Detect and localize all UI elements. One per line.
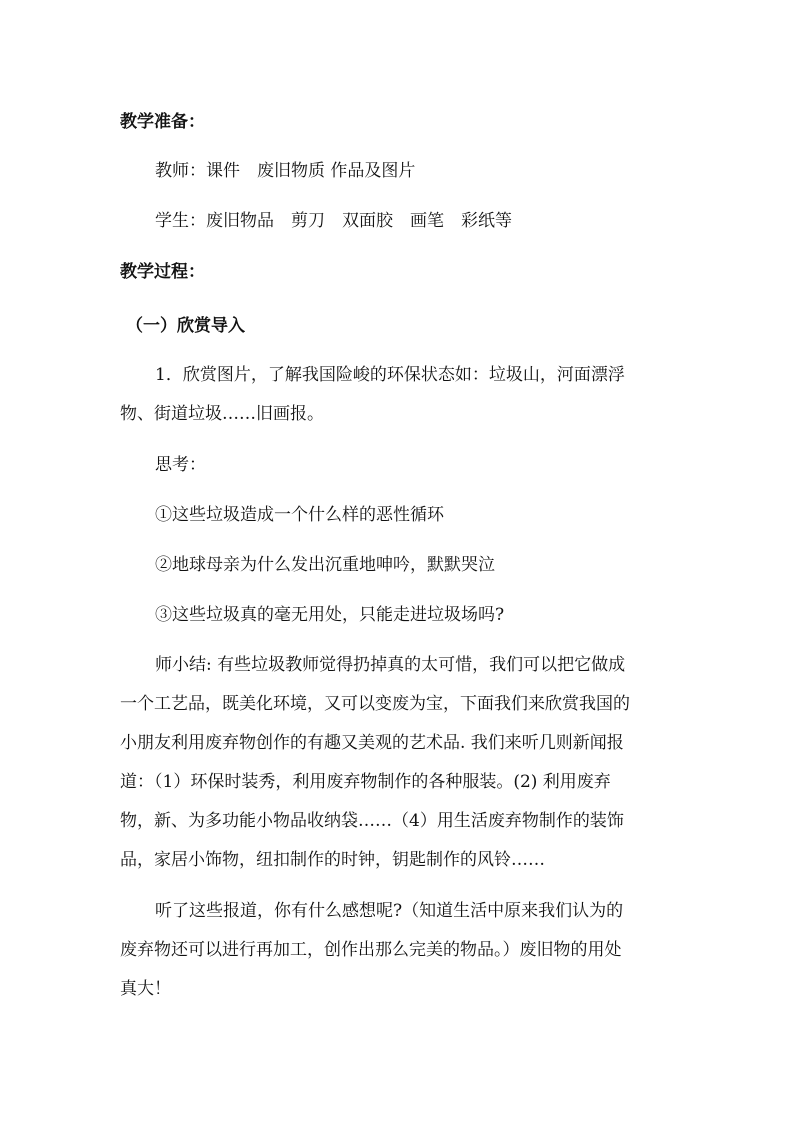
question-3: ③这些垃圾真的毫无用处，只能走进垃圾场吗?: [155, 605, 505, 625]
reflection-line: 听了这些报道，你有什么感想呢?（知道生活中原来我们认为的: [155, 901, 624, 921]
reflection-line: 真大！: [120, 979, 171, 999]
summary-line: 道：（1）环保时装秀，利用废弃物制作的各种服装。(2) 利用废弃: [120, 772, 611, 792]
process-heading: 教学过程：: [120, 262, 205, 282]
think-label: 思考：: [155, 455, 206, 475]
teacher-materials: 教师：课件 废旧物质 作品及图片: [155, 161, 416, 181]
student-materials: 学生：废旧物品 剪刀 双面胶 画笔 彩纸等: [155, 211, 512, 231]
paragraph-line: 1．欣赏图片，了解我国险峻的环保状态如：垃圾山，河面漂浮: [155, 365, 625, 385]
summary-line: 品，家居小饰物，纽扣制作的时钟，钥匙制作的风铃……: [120, 850, 545, 870]
paragraph-line: 物、街道垃圾……旧画报。: [120, 404, 324, 424]
reflection-line: 废弃物还可以进行再加工，创作出那么完美的物品。）废旧物的用处: [120, 940, 622, 960]
prep-heading: 教学准备：: [120, 112, 205, 132]
question-2: ②地球母亲为什么发出沉重地呻吟，默默哭泣: [155, 555, 495, 575]
summary-line: 小朋友利用废弃物创作的有趣又美观的艺术品. 我们来听几则新闻报: [120, 733, 624, 753]
summary-line: 物，新、为多功能小物品收纳袋……（4）用生活废弃物制作的装饰: [120, 811, 624, 831]
summary-line: 一个工艺品，既美化环境，又可以变废为宝，下面我们来欣赏我国的: [120, 694, 630, 714]
summary-line: 师小结: 有些垃圾教师觉得扔掉真的太可惜，我们可以把它做成: [155, 655, 626, 675]
question-1: ①这些垃圾造成一个什么样的恶性循环: [155, 505, 444, 525]
section-heading: （一）欣赏导入: [126, 316, 245, 336]
